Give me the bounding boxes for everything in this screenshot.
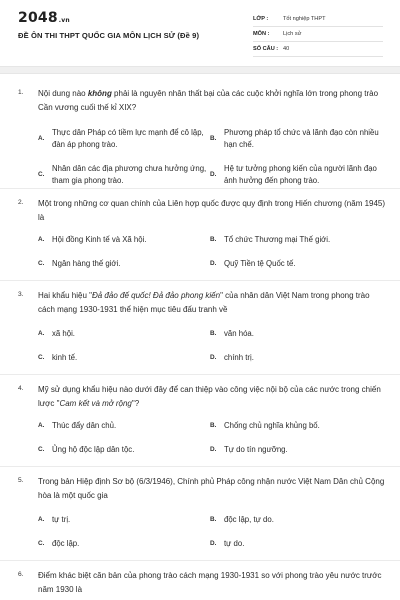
option-d[interactable]: D. tự do. [210, 538, 245, 548]
option-b[interactable]: B. Phương pháp tổ chức và lãnh đạo còn nhiều hạn chế. [210, 127, 379, 149]
question-number: 1. [18, 89, 24, 96]
meta-class-label: LỚP : [253, 16, 269, 22]
option-a[interactable]: A. tự trị. [38, 514, 71, 524]
meta-count-value: 40 [283, 46, 290, 52]
question-text: Nội dung nào không phải là nguyên nhân thất bại của các cuộc khởi nghĩa lớn trong phong trào Cần vương cuối thế kỉ XIX? [38, 89, 379, 112]
option-b[interactable]: B. Chống chủ nghĩa khủng bố. [210, 420, 320, 430]
meta-count [253, 42, 383, 57]
option-c[interactable]: C. Nhân dân các địa phương chưa hưởng ứng, tham gia phong trào. [38, 163, 207, 185]
option-a[interactable]: A. Hội đồng Kinh tế và Xã hội. [38, 234, 147, 244]
option-b[interactable]: B. văn hóa. [210, 328, 254, 338]
answer-options [38, 322, 386, 370]
option-a[interactable]: A. Thực dân Pháp có tiềm lực mạnh để cô lập, đàn áp phong trào. [38, 127, 204, 149]
question-4 [0, 375, 400, 467]
site-logo[interactable]: 2048.vn [18, 10, 70, 26]
question-text: Điểm khác biệt căn bản của phong trào cách mạng 1930-1931 so với phong trào yêu nước trước năm 1930 là [38, 571, 382, 594]
question-text: Một trong những cơ quan chính của Liên hợp quốc được quy định trong Hiến chương (năm 1945) là [38, 199, 386, 222]
answer-options [38, 414, 386, 462]
option-c[interactable]: C. Ngân hàng thế giới. [38, 258, 121, 268]
option-d[interactable]: D. Quỹ Tiền tệ Quốc tế. [210, 258, 296, 268]
option-d[interactable]: D. Tự do tín ngưỡng. [210, 444, 288, 454]
question-6 [0, 561, 400, 600]
option-c[interactable]: C. kinh tế. [38, 352, 78, 362]
question-5 [0, 467, 400, 561]
question-number: 6. [18, 571, 24, 578]
exam-title: ĐỀ ÔN THI THPT QUỐC GIA MÔN LỊCH SỬ (Đề 9) [18, 31, 200, 40]
meta-count-label: SỐ CÂU : [253, 46, 279, 52]
question-text: Trong bản Hiệp định Sơ bộ (6/3/1946), Chính phủ Pháp công nhận nước Việt Nam Dân chủ Cộng hòa là một quốc gia [38, 477, 385, 500]
question-1 [0, 74, 400, 189]
answer-options [38, 121, 386, 193]
option-a[interactable]: A. Thúc đẩy dân chủ. [38, 420, 117, 430]
option-b[interactable]: B. Tổ chức Thương mại Thế giới. [210, 234, 331, 244]
meta-subject [253, 27, 383, 42]
option-a[interactable]: A. xã hội. [38, 328, 75, 338]
question-3 [0, 281, 400, 375]
question-number: 3. [18, 291, 24, 298]
option-c[interactable]: C. độc lập. [38, 538, 80, 548]
option-d[interactable]: D. chính trị. [210, 352, 254, 362]
meta-class-value: Tốt nghiệp THPT [283, 16, 326, 22]
question-text: Hai khẩu hiệu "Đả đảo đế quốc! Đả đảo phong kiến" của nhân dân Việt Nam trong phong trào cách mạng 1930-1931 thể hiện mục tiêu đấu tranh về [38, 291, 370, 314]
option-b[interactable]: B. độc lập, tự do. [210, 514, 274, 524]
option-c[interactable]: C. Ủng hộ độc lập dân tộc. [38, 444, 135, 454]
question-number: 2. [18, 199, 24, 206]
exam-header [0, 0, 400, 66]
meta-class [253, 12, 383, 27]
question-number: 4. [18, 385, 24, 392]
question-2 [0, 189, 400, 281]
meta-subject-label: MÔN : [253, 31, 270, 37]
option-d[interactable]: D. Hệ tư tưởng phong kiến của người lãnh đạo ảnh hưởng đến phong trào. [210, 163, 377, 185]
answer-options [38, 508, 386, 556]
answer-options [38, 228, 386, 276]
question-text: Mỹ sử dụng khẩu hiệu nào dưới đây để can thiệp vào công việc nội bộ của các nước trong chiến lược "Cam kết và mở rộng"? [38, 385, 381, 408]
header-separator [0, 66, 400, 74]
exam-meta [253, 12, 383, 57]
meta-subject-value: Lịch sử [283, 31, 302, 37]
question-number: 5. [18, 477, 24, 484]
